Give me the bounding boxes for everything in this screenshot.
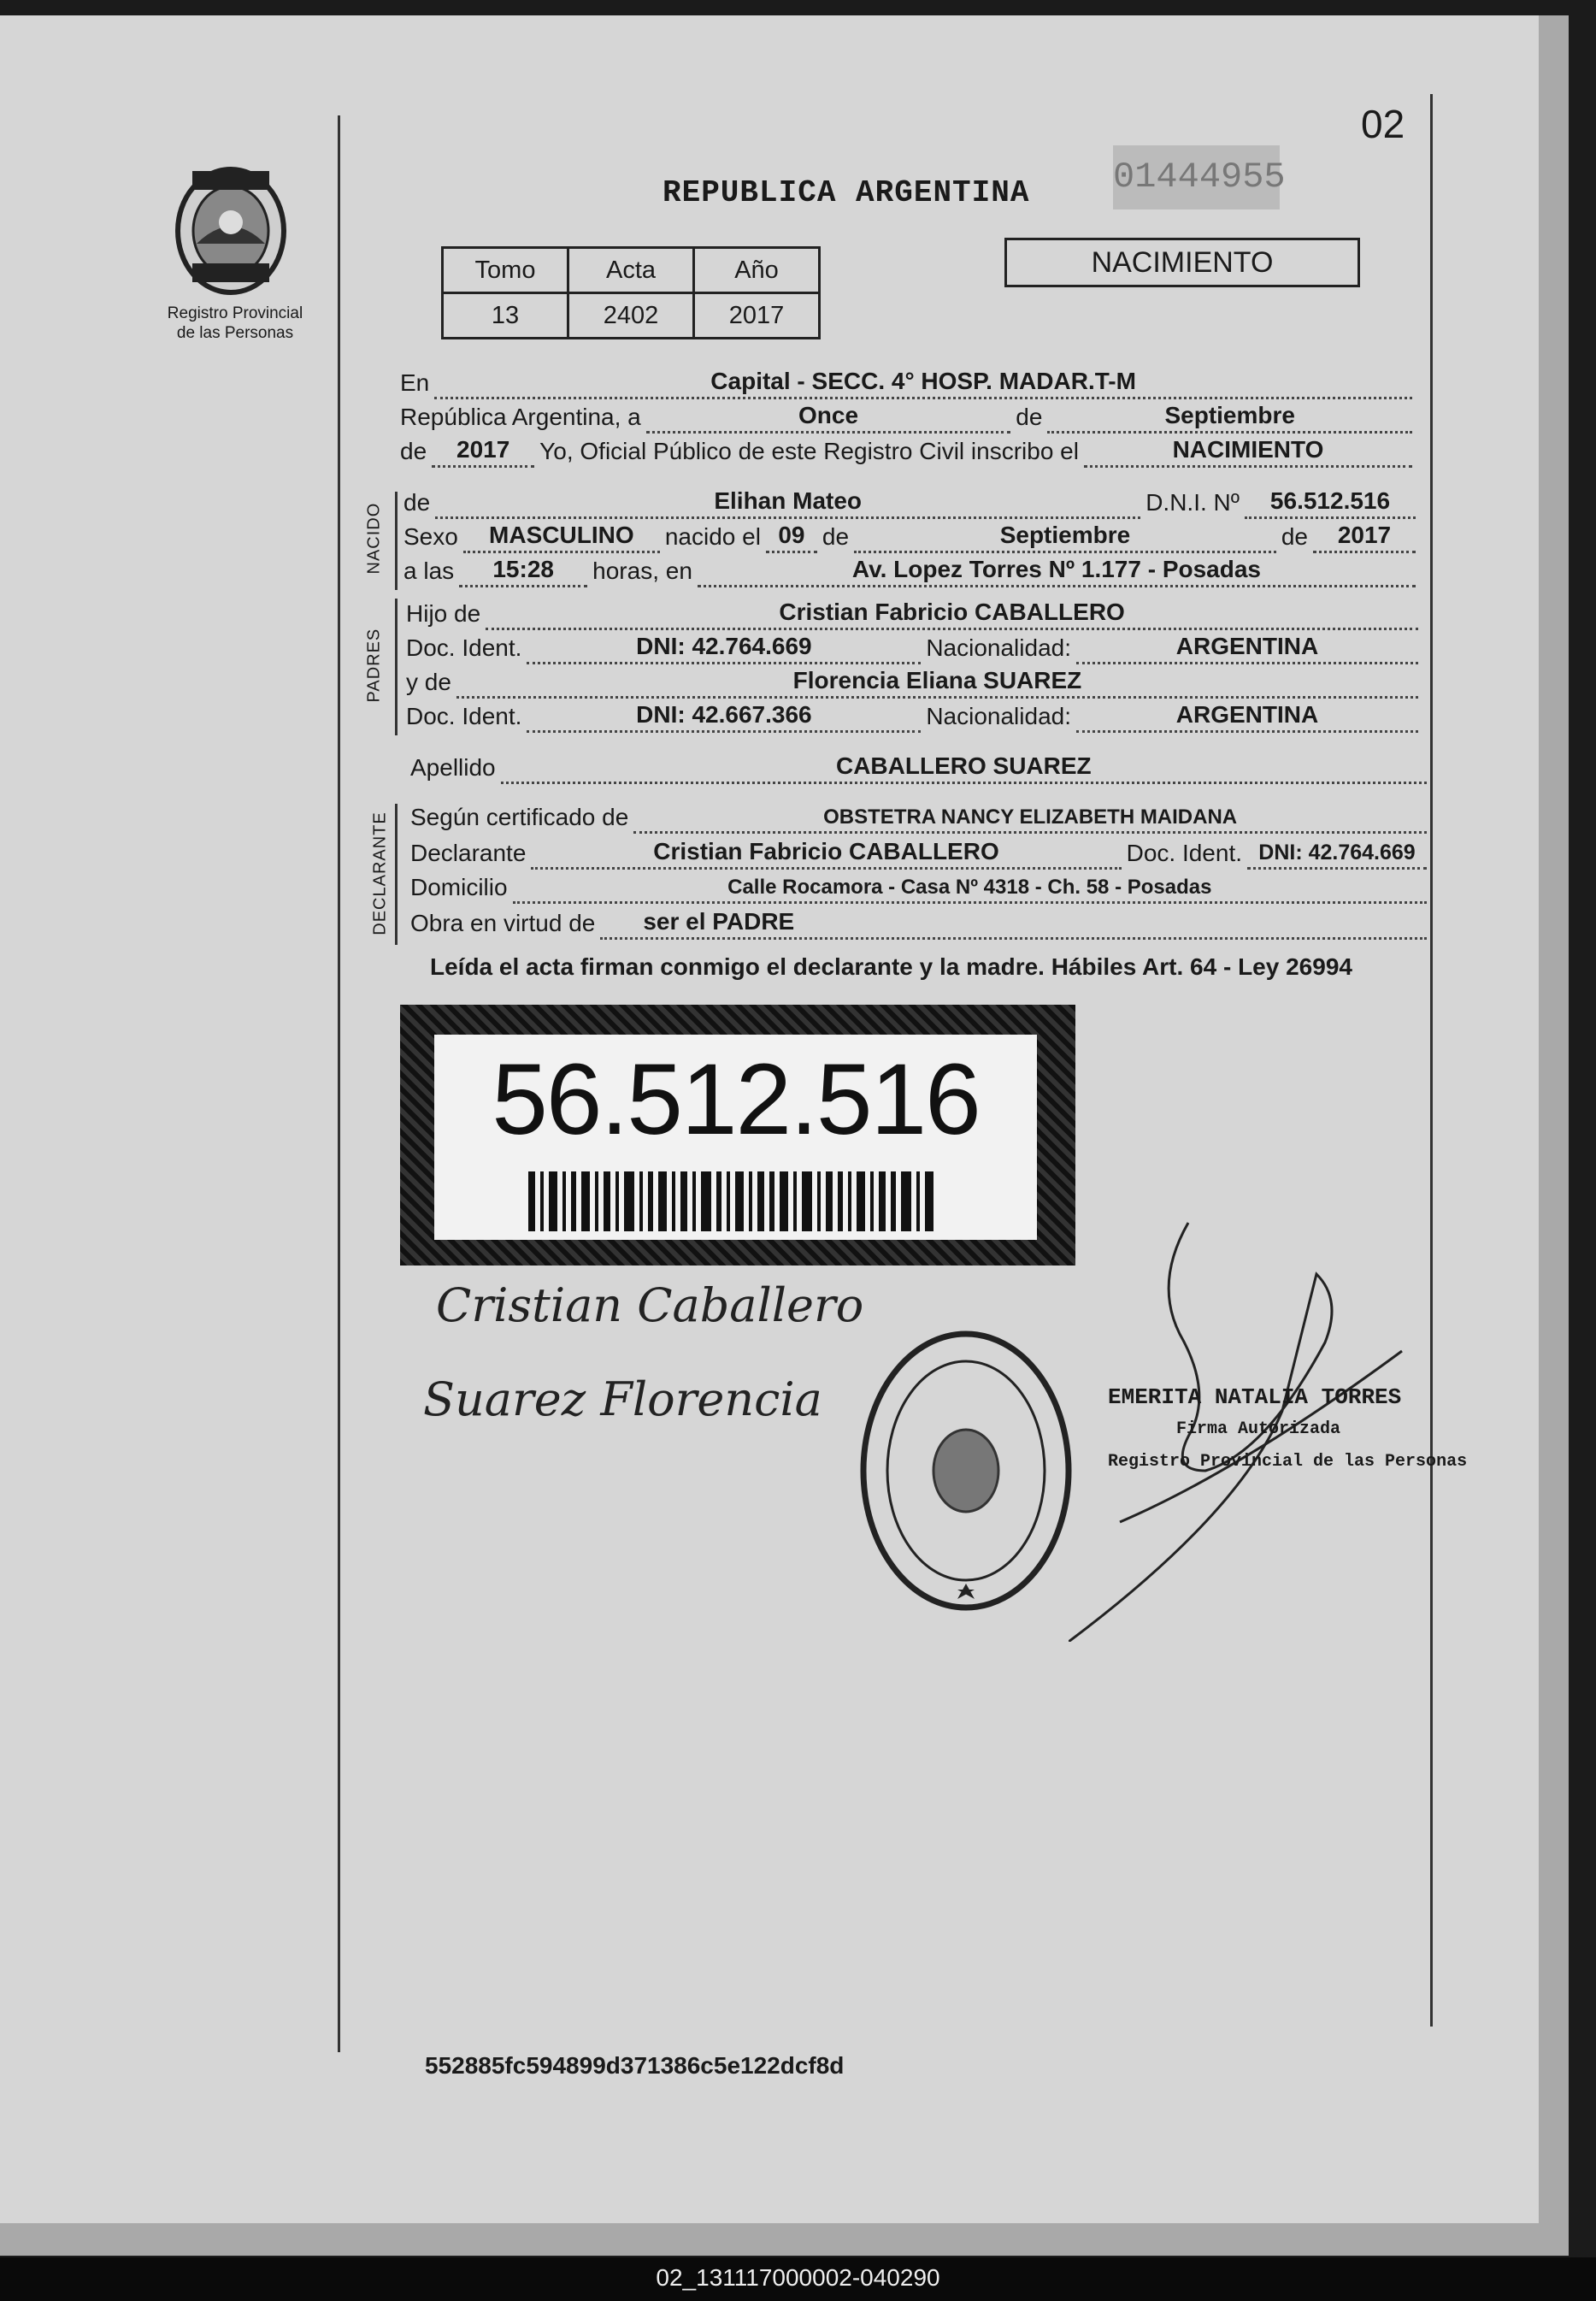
- nacido-bracket: [395, 492, 398, 590]
- row-mother-doc: Doc. Ident. DNI: 42.667.366 Nacionalidad: ARGENTINA: [406, 701, 1423, 733]
- row-declarante: Declarante Cristian Fabricio CABALLERO Doc. Ident. DNI: 42.764.669: [410, 838, 1432, 870]
- declarante-name: Cristian Fabricio CABALLERO: [531, 838, 1121, 870]
- record-table: [441, 246, 821, 339]
- serial-number: 01444955: [1113, 145, 1280, 209]
- signature-mother: Suarez Florencia: [423, 1372, 822, 1426]
- row-sexo: Sexo MASCULINO nacido el 09 de Septiembre de 2017: [403, 522, 1421, 553]
- mother-name: Florencia Eliana SUAREZ: [456, 667, 1418, 699]
- declarante-section-label: DECLARANTE: [370, 811, 390, 935]
- record-table-values: [443, 293, 820, 339]
- province-seal-logo: [171, 162, 291, 304]
- obra-value: ser el PADRE: [600, 908, 1427, 940]
- signature-declarante: Cristian Caballero: [436, 1278, 864, 1332]
- act-type-box: NACIMIENTO: [1004, 238, 1360, 287]
- birth-month: Septiembre: [854, 522, 1276, 553]
- domicilio-value: Calle Rocamora - Casa Nº 4318 - Ch. 58 - Posadas: [513, 876, 1427, 904]
- row-y-de: y de Florencia Eliana SUAREZ: [406, 667, 1423, 699]
- row-nacido-name: de Elihan Mateo D.N.I. Nº 56.512.516: [403, 487, 1421, 519]
- row-en: En Capital - SECC. 4° HOSP. MADAR.T-M: [400, 368, 1417, 399]
- row-father-doc: Doc. Ident. DNI: 42.764.669 Nacionalidad: ARGENTINA: [406, 633, 1423, 664]
- official-office: Registro Provincial de las Personas: [1108, 1452, 1468, 1472]
- row-apellido: Apellido CABALLERO SUAREZ: [410, 752, 1432, 784]
- place-value: Capital - SECC. 4° HOSP. MADAR.T-M: [434, 368, 1412, 399]
- official-role: Firma Autorizada: [1176, 1419, 1341, 1439]
- file-label: 02_131117000002-040290: [656, 2264, 940, 2291]
- month-value: Septiembre: [1047, 402, 1412, 434]
- year-value: 2017: [432, 436, 534, 468]
- mother-nationality: ARGENTINA: [1076, 701, 1418, 733]
- declarante-doc: DNI: 42.764.669: [1247, 841, 1427, 870]
- dni-label-number: 56.512.516: [492, 1043, 980, 1156]
- document-title: REPUBLICA ARGENTINA: [663, 175, 1030, 210]
- registry-name: Registro Provincial de las Personas: [167, 304, 303, 342]
- sexo-value: MASCULINO: [463, 522, 660, 553]
- official-signer-block: [1108, 1381, 1467, 1478]
- certificado-value: OBSTETRA NANCY ELIZABETH MAIDANA: [633, 805, 1427, 834]
- row-republica: República Argentina, a Once de Septiembre: [400, 402, 1417, 434]
- acta-value: 2402: [568, 293, 694, 339]
- page-number: 02: [1361, 102, 1405, 146]
- acta-header: Acta: [568, 248, 694, 293]
- father-nationality: ARGENTINA: [1076, 633, 1418, 664]
- padres-section-label: PADRES: [364, 628, 384, 703]
- tomo-value: 13: [443, 293, 568, 339]
- page-edge-bottom: [0, 2223, 1569, 2256]
- mother-doc: DNI: 42.667.366: [527, 701, 921, 733]
- declarante-bracket: [395, 804, 398, 945]
- father-doc: DNI: 42.764.669: [527, 633, 921, 664]
- row-domicilio: Domicilio Calle Rocamora - Casa Nº 4318 - Ch. 58 - Posadas: [410, 874, 1432, 904]
- legal-text: Leída el acta firman conmigo el declarante y la madre. Hábiles Art. 64 - Ley 26994: [430, 953, 1352, 980]
- right-margin-line: [1430, 94, 1433, 2027]
- birth-place: Av. Lopez Torres Nº 1.177 - Posadas: [698, 556, 1416, 587]
- ano-header: Año: [694, 248, 820, 293]
- row-year: de 2017 Yo, Oficial Público de este Registro Civil inscribo el NACIMIENTO: [400, 436, 1417, 468]
- ano-value: 2017: [694, 293, 820, 339]
- row-hijo-de: Hijo de Cristian Fabricio CABALLERO: [406, 599, 1423, 630]
- row-certificado: Según certificado de OBSTETRA NANCY ELIZABETH MAIDANA: [410, 804, 1432, 834]
- birth-year: 2017: [1313, 522, 1416, 553]
- dni-barcode-label: [400, 1005, 1075, 1266]
- record-table-header: [443, 248, 820, 293]
- registry-stamp: [855, 1321, 1077, 1625]
- event-value: NACIMIENTO: [1084, 436, 1412, 468]
- barcode: [528, 1171, 939, 1236]
- birth-day: 09: [766, 522, 817, 553]
- padres-bracket: [395, 599, 398, 735]
- row-hora: a las 15:28 horas, en Av. Lopez Torres Nº 1.177 - Posadas: [403, 556, 1421, 587]
- row-obra: Obra en virtud de ser el PADRE: [410, 908, 1432, 940]
- document-hash: 552885fc594899d371386c5e122dcf8d: [425, 2052, 845, 2079]
- tomo-header: Tomo: [443, 248, 568, 293]
- official-name: EMERITA NATALIA TORRES: [1108, 1384, 1402, 1410]
- child-name: Elihan Mateo: [435, 487, 1140, 519]
- day-value: Once: [646, 402, 1011, 434]
- page-edge-right: [1539, 15, 1569, 2256]
- child-dni: 56.512.516: [1245, 487, 1416, 519]
- dni-barcode-inner: [434, 1035, 1037, 1240]
- father-name: Cristian Fabricio CABALLERO: [486, 599, 1418, 630]
- nacido-section-label: NACIDO: [364, 502, 384, 575]
- left-margin-line: [338, 115, 340, 2052]
- birth-time: 15:28: [459, 556, 587, 587]
- apellido-value: CABALLERO SUAREZ: [501, 752, 1427, 784]
